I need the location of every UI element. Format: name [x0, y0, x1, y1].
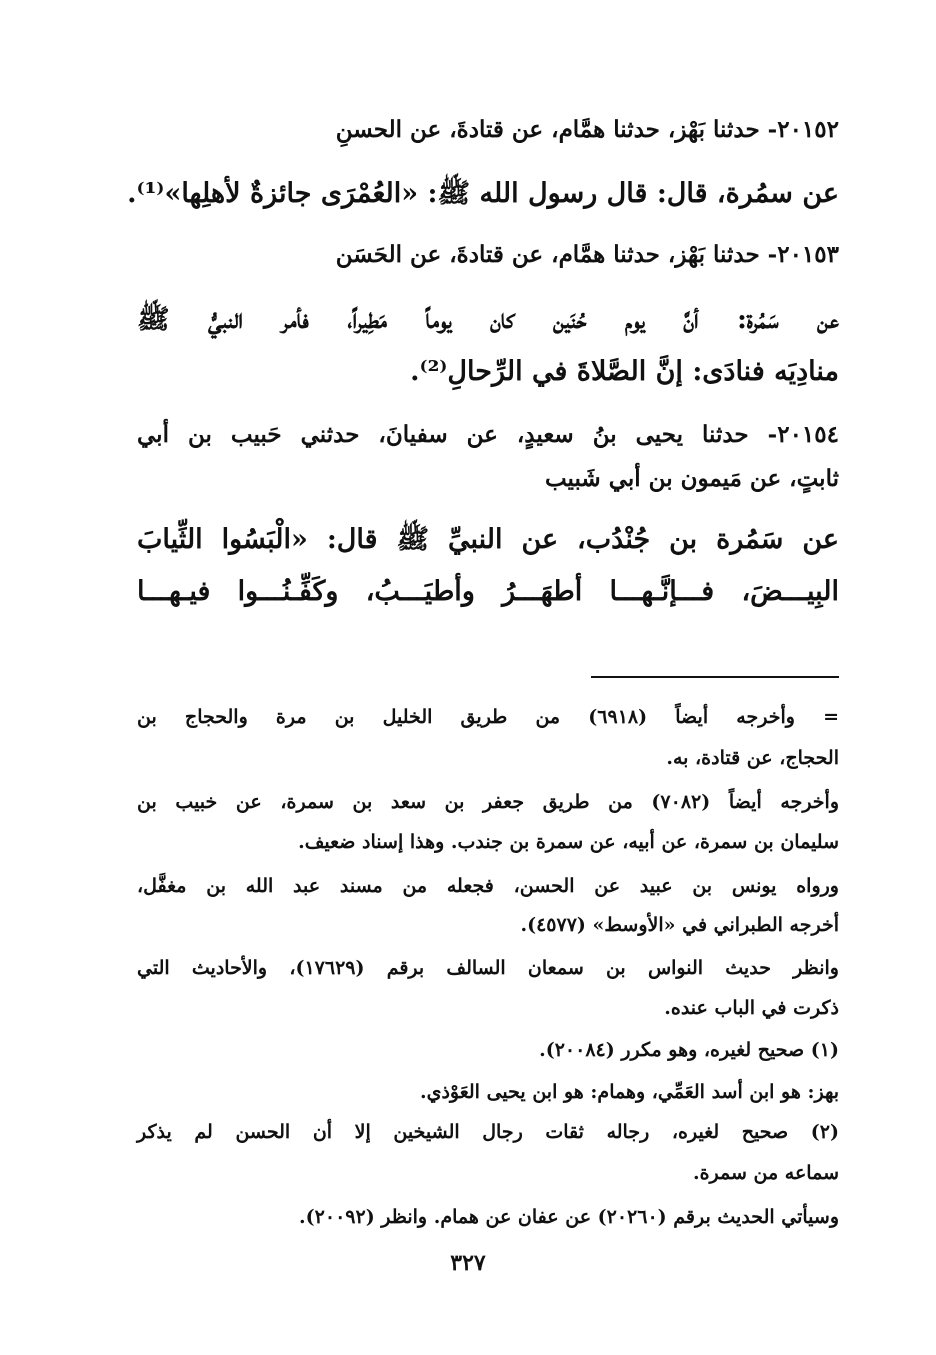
page-number: ٣٢٧ [450, 1250, 486, 1276]
hadith-20154-isnad-line-1: ٢٠١٥٤- حدثنا يحيى بنُ سعيدٍ، عن سفيانَ، حدثني حَبيب بن أبي [137, 421, 839, 448]
footnote-line: أخرجه الطبراني في «الأوسط» (٤٥٧٧). [520, 914, 839, 936]
hadith-20152-matn: عن سمُرة، قال: قال رسول الله ﷺ: «العُمْرَى جائزةٌ لأهلِها»⁽¹⁾. [127, 178, 839, 209]
footnote-line: ذكرت في الباب عنده. [664, 997, 839, 1019]
footnote-line: = وأخرجه أيضاً (٦٩١٨) من طريق الخليل بن مرة والحجاج بن [137, 706, 839, 728]
footnote-2: (٢) صحيح لغيره، رجاله ثقات رجال الشيخين إلا أن الحسن لم يذكر [137, 1121, 839, 1143]
hadith-20154-isnad-line-2: ثابتٍ، عن مَيمون بن أبي شَبيب [544, 465, 839, 492]
footnote-line: الحجاج، عن قتادة، به. [666, 747, 839, 769]
hadith-20152-isnad: ٢٠١٥٢- حدثنا بَهْز، حدثنا همَّام، عن قتادةَ، عن الحسنِ [335, 116, 839, 143]
hadith-20154-matn-line-2: البِيـــضَ، فـــإنَّـهـــا أطهَـــرُ وأطيَـــبُ، وكَفِّـنُـــوا فيـهـــا [137, 576, 839, 607]
footnote-line: ورواه يونس بن عبيد عن الحسن، فجعله من مسند عبد الله بن مغفَّل، [137, 875, 839, 897]
footnote-line: بهز: هو ابن أسد العَمِّي، وهمام: هو ابن يحيى العَوْذي. [419, 1081, 839, 1103]
hadith-20153-matn-line-2: منادِيَه فنادَى: إنَّ الصَّلاةَ في الرِّحالِ⁽²⁾. [410, 356, 839, 387]
hadith-20153-isnad: ٢٠١٥٣- حدثنا بَهْز، حدثنا همَّام، عن قتادةَ، عن الحَسَن [335, 241, 839, 268]
footnote-line: سماعه من سمرة. [692, 1162, 839, 1184]
footnote-line: وسيأتي الحديث برقم (٢٠٢٦٠) عن عفان عن همام. وانظر (٢٠٠٩٢). [299, 1206, 839, 1228]
footnote-1: (١) صحيح لغيره، وهو مكرر (٢٠٠٨٤). [539, 1039, 839, 1061]
footnote-separator [591, 676, 839, 678]
footnote-line: وأخرجه أيضاً (٧٠٨٢) من طريق جعفر بن سعد بن سمرة، عن خبيب بن [137, 791, 840, 813]
hadith-20154-matn-line-1: عن سَمُرة بن جُنْدُب، عن النبيِّ ﷺ قال: «الْبَسُوا الثِّيابَ [137, 524, 839, 555]
footnote-line: وانظر حديث النواس بن سمعان السالف برقم (١٧٦٢٩)، والأحاديث التي [137, 957, 839, 979]
footnote-line: سليمان بن سمرة، عن أبيه، عن سمرة بن جندب. وهذا إسناد ضعيف. [298, 831, 839, 853]
hadith-20153-matn-line-1: عن سَمُرة: أنَّ يوم حُنَين كان يوماً مَطِيراً، فأمر النبيُّ ﷺ [137, 304, 839, 335]
